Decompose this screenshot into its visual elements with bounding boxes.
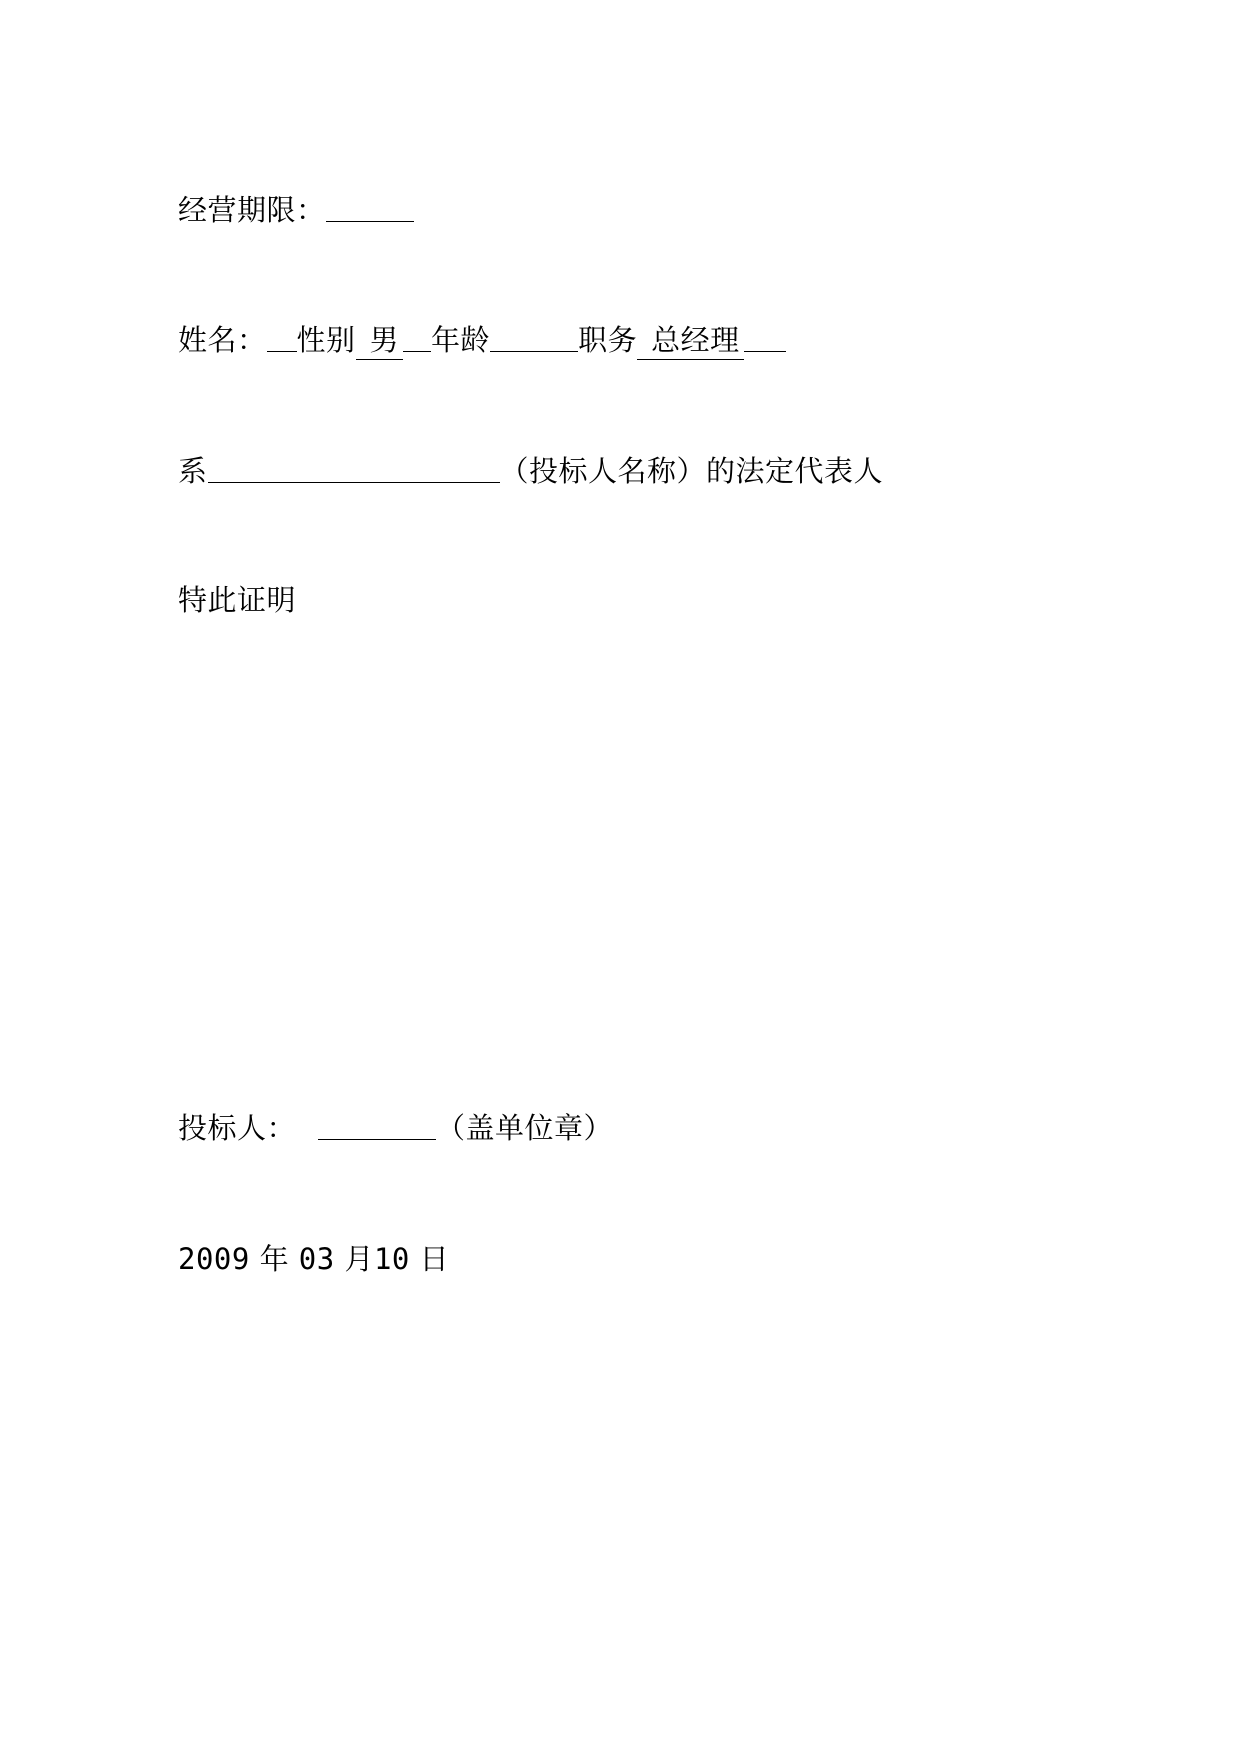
- relation-line: [178, 452, 883, 490]
- date-month: 03: [298, 1242, 335, 1276]
- certify-text: 特此证明: [178, 583, 297, 617]
- date-month-unit: 月: [344, 1242, 374, 1276]
- date-year: 2009: [178, 1242, 250, 1276]
- business-term-line: [178, 191, 414, 229]
- date-day: 10: [373, 1242, 410, 1276]
- bidder-blank: [318, 1109, 436, 1140]
- gender-label: 性别: [296, 323, 356, 357]
- personal-info-line: [178, 321, 786, 360]
- date-year-unit: 年: [259, 1242, 290, 1276]
- position-trailing-blank: [744, 321, 786, 352]
- bidder-name-blank: [208, 452, 500, 483]
- age-label: 年龄: [431, 323, 491, 357]
- relation-prefix: 系: [178, 454, 208, 488]
- name-label: 姓名：: [178, 323, 267, 357]
- position-value: 总经理: [637, 321, 744, 360]
- position-label: 职务: [578, 323, 638, 357]
- bidder-label: 投标人：: [178, 1111, 297, 1145]
- business-term-label: 经营期限：: [178, 193, 326, 227]
- certify-line: [178, 581, 296, 619]
- age-blank: [490, 321, 578, 352]
- seal-note: （盖单位章）: [436, 1111, 614, 1145]
- name-blank: [267, 321, 297, 352]
- gender-trailing-blank: [403, 321, 431, 352]
- business-term-blank: [326, 191, 414, 222]
- gender-value: 男: [356, 321, 404, 360]
- date-day-unit: 日: [419, 1242, 450, 1276]
- relation-suffix: （投标人名称）的法定代表人: [499, 454, 884, 488]
- date-line: [178, 1240, 449, 1278]
- bidder-line: [178, 1109, 613, 1147]
